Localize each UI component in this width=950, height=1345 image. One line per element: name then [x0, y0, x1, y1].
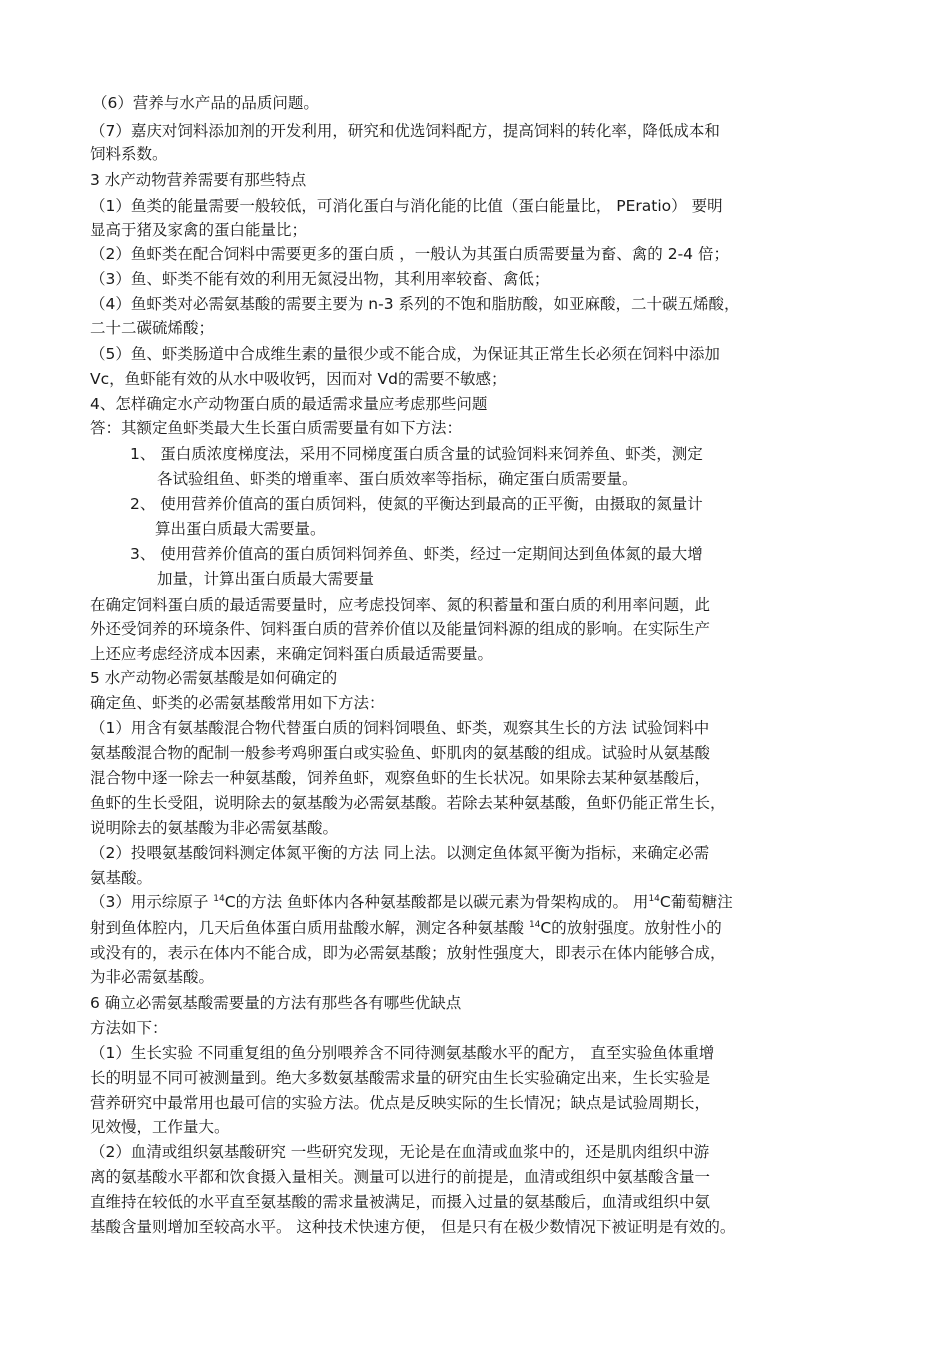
section-heading: 3 水产动物营养需要有那些特点 — [90, 171, 307, 189]
text-line: 或没有的，表示在体内不能合成，即为必需氨基酸；放射性强度大，即表示在体内能够合成， — [90, 944, 726, 962]
superscript: 14 — [528, 920, 541, 930]
text-line: 方法如下： — [90, 1019, 168, 1037]
text-line: 氨基酸。 — [90, 869, 153, 887]
text-line: 鱼虾的生长受阻，说明除去的氨基酸为必需氨基酸。若除去某种氨基酸，鱼虾仍能正常生长， — [90, 794, 726, 812]
text-line: 混合物中逐一除去一种氨基酸，饲养鱼虾，观察鱼虾的生长状况。如果除去某种氨基酸后， — [90, 769, 711, 787]
text-line: 在确定饲料蛋白质的最适需要量时，应考虑投饲率、氮的积蓄量和蛋白质的利用率问题，此 — [90, 596, 711, 614]
text-line: 基酸含量则增加至较高水平。 这种技术快速方便， 但是只有在极少数情况下被证明是有效的。 — [90, 1218, 736, 1236]
text-line: （3）鱼、虾类不能有效的利用无氮浸出物，其利用率较畜、禽低； — [90, 270, 550, 288]
text-run: 射到鱼体腔内，几天后鱼体蛋白质用盐酸水解，测定各种氨基酸 — [90, 919, 529, 937]
text-line: （1）生长实验 不同重复组的鱼分别喂养含不同待测氨基酸水平的配方， 直至实验鱼体重增 — [90, 1044, 715, 1062]
text-line: （7）嘉庆对饲料添加剂的开发利用，研究和优选饲料配方，提高饲料的转化率，降低成本和 — [90, 122, 720, 140]
text-line: 氨基酸混合物的配制一般参考鸡卵蛋白或实验鱼、虾肌肉的氨基酸的组成。试验时从氨基酸 — [90, 744, 711, 762]
text-run: （3）用示综原子 — [90, 893, 214, 911]
text-run: C的放射强度。放射性小的 — [540, 919, 722, 937]
text-line: （6）营养与水产品的品质问题。 — [92, 94, 319, 112]
section-heading: 4、怎样确定水产动物蛋白质的最适需求量应考虑那些问题 — [90, 395, 488, 413]
text-line: 营养研究中最常用也最可信的实验方法。优点是反映实际的生长情况；缺点是试验周期长， — [90, 1094, 711, 1112]
superscript: 14 — [648, 894, 660, 904]
text-line: 说明除去的氨基酸为非必需氨基酸。 — [90, 819, 339, 837]
text-line — [90, 892, 733, 912]
text-line: （4）鱼虾类对必需氨基酸的需要主要为 n-3 系列的不饱和脂肪酸，如亚麻酸，二十碳五烯酸， — [90, 295, 740, 313]
text-line: （1）用含有氨基酸混合物代替蛋白质的饲料饲喂鱼、虾类，观察其生长的方法 试验饲料中 — [90, 719, 710, 737]
text-line: 确定鱼、虾类的必需氨基酸常用如下方法： — [90, 694, 385, 712]
text-line: 长的明显不同可被测量到。绝大多数氨基酸需求量的研究由生长实验确定出来，生长实验是 — [90, 1069, 711, 1087]
text-line — [90, 918, 722, 938]
text-line: 答：其额定鱼虾类最大生长蛋白质需要量有如下方法： — [90, 419, 463, 437]
text-line: Vc，鱼虾能有效的从水中吸收钙，因而对 Vd的需要不敏感； — [90, 370, 507, 388]
text-line: 离的氨基酸水平都和饮食摄入量相关。测量可以进行的前提是，血清或组织中氨基酸含量一 — [90, 1168, 711, 1186]
superscript: 14 — [213, 894, 225, 904]
text-line: （2）血清或组织氨基酸研究 一些研究发现，无论是在血清或血浆中的，还是肌肉组织中游 — [90, 1143, 710, 1161]
text-line: 加量，计算出蛋白质最大需要量 — [157, 570, 375, 588]
list-item: 2、 使用营养价值高的蛋白质饲料，使氮的平衡达到最高的正平衡，由摄取的氮量计 — [130, 495, 703, 513]
text-line: （2）鱼虾类在配合饲料中需要更多的蛋白质 ，一般认为其蛋白质需要量为畜、禽的 2-4 倍； — [90, 245, 729, 263]
text-run: C葡萄糖注 — [659, 893, 733, 911]
text-line: （5）鱼、虾类肠道中合成维生素的量很少或不能合成，为保证其正常生长必须在饲料中添加 — [90, 345, 720, 363]
text-run: C的方法 鱼虾体内各种氨基酸都是以碳元素为骨架构成的。 用 — [224, 893, 649, 911]
text-line: 二十二碳硫烯酸； — [90, 319, 215, 337]
text-line: 为非必需氨基酸。 — [90, 968, 215, 986]
list-item: 3、 使用营养价值高的蛋白质饲料饲养鱼、虾类，经过一定期间达到鱼体氮的最大增 — [130, 545, 703, 563]
text-line: （2）投喂氨基酸饲料测定体氮平衡的方法 同上法。以测定鱼体氮平衡为指标，来确定必需 — [90, 844, 710, 862]
text-line: 显高于猪及家禽的蛋白能量比； — [90, 221, 308, 239]
text-line: 上还应考虑经济成本因素，来确定饲料蛋白质最适需要量。 — [90, 645, 494, 663]
text-line: 各试验组鱼、虾类的增重率、蛋白质效率等指标，确定蛋白质需要量。 — [157, 470, 638, 488]
section-heading: 5 水产动物必需氨基酸是如何确定的 — [90, 669, 338, 687]
text-line: 见效慢，工作量大。 — [90, 1118, 230, 1136]
text-line: 直维持在较低的水平直至氨基酸的需求量被满足，而摄入过量的氨基酸后，血清或组织中氨 — [90, 1193, 711, 1211]
text-line: 算出蛋白质最大需要量。 — [155, 520, 326, 538]
text-line: 饲料系数。 — [90, 145, 168, 163]
text-line: （1）鱼类的能量需要一般较低，可消化蛋白与消化能的比值（蛋白能量比， PEratio） 要明 — [90, 197, 723, 215]
text-line: 外还受饲养的环境条件、饲料蛋白质的营养价值以及能量饲料源的组成的影响。在实际生产 — [90, 620, 711, 638]
section-heading: 6 确立必需氨基酸需要量的方法有那些各有哪些优缺点 — [90, 994, 462, 1012]
list-item: 1、 蛋白质浓度梯度法，采用不同梯度蛋白质含量的试验饲料来饲养鱼、虾类，测定 — [130, 445, 703, 463]
